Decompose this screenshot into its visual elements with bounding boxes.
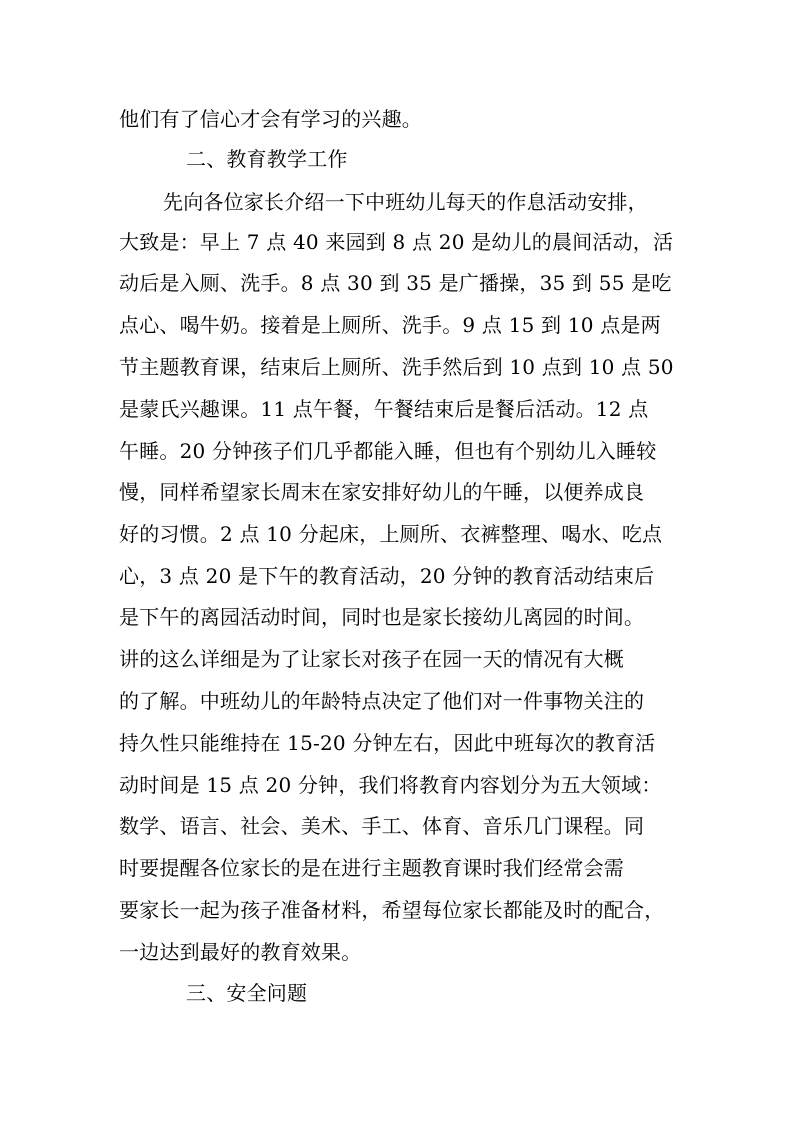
paragraph-line: 心，3 点 20 是下午的教育活动，20 分钟的教育活动结束后 [119, 564, 655, 588]
paragraph-line: 先向各位家长介绍一下中班幼儿每天的作息活动安排， [163, 190, 648, 214]
paragraph-line: 数学、语言、社会、美术、手工、体育、音乐几门课程。同 [119, 814, 645, 838]
paragraph-line: 好的习惯。2 点 10 分起床，上厕所、衣裤整理、喝水、吃点 [119, 522, 663, 546]
paragraph-line: 节主题教育课，结束后上厕所、洗手然后到 10 点到 10 点 50 [119, 355, 674, 379]
paragraph-line: 要家长一起为孩子准备材料，希望每位家长都能及时的配合， [119, 898, 665, 922]
paragraph-line: 是下午的离园活动时间，同时也是家长接幼儿离园的时间。 [119, 605, 645, 629]
paragraph-line: 一边达到最好的教育效果。 [119, 940, 362, 964]
paragraph-line: 点心、喝牛奶。接着是上厕所、洗手。9 点 15 到 10 点是两 [119, 313, 661, 337]
paragraph-line: 动后是入厕、洗手。8 点 30 到 35 是广播操，35 到 55 是吃 [119, 271, 672, 295]
paragraph-line: 持久性只能维持在 15-20 分钟左右，因此中班每次的教育活 [119, 731, 656, 755]
paragraph-line: 大致是：早上 7 点 40 来园到 8 点 20 是幼儿的晨间活动，活 [119, 230, 674, 254]
paragraph-line: 动时间是 15 点 20 分钟，我们将教育内容划分为五大领域： [119, 773, 662, 797]
paragraph-line: 讲的这么详细是为了让家长对孩子在园一天的情况有大概 [119, 647, 624, 671]
paragraph-line: 午睡。20 分钟孩子们几乎都能入睡，但也有个别幼儿入睡较 [119, 439, 657, 463]
paragraph-line: 慢，同样希望家长周末在家安排好幼儿的午睡，以便养成良 [119, 480, 645, 504]
section-heading-safety: 三、安全问题 [186, 981, 308, 1005]
paragraph-line: 他们有了信心才会有学习的兴趣。 [119, 107, 422, 131]
paragraph-line: 时要提醒各位家长的是在进行主题教育课时我们经常会需 [119, 856, 624, 880]
paragraph-line: 是蒙氏兴趣课。11 点午餐，午餐结束后是餐后活动。12 点 [119, 397, 649, 421]
paragraph-line: 的了解。中班幼儿的年龄特点决定了他们对一件事物关注的 [119, 689, 645, 713]
section-heading-teaching: 二、教育教学工作 [186, 147, 348, 171]
